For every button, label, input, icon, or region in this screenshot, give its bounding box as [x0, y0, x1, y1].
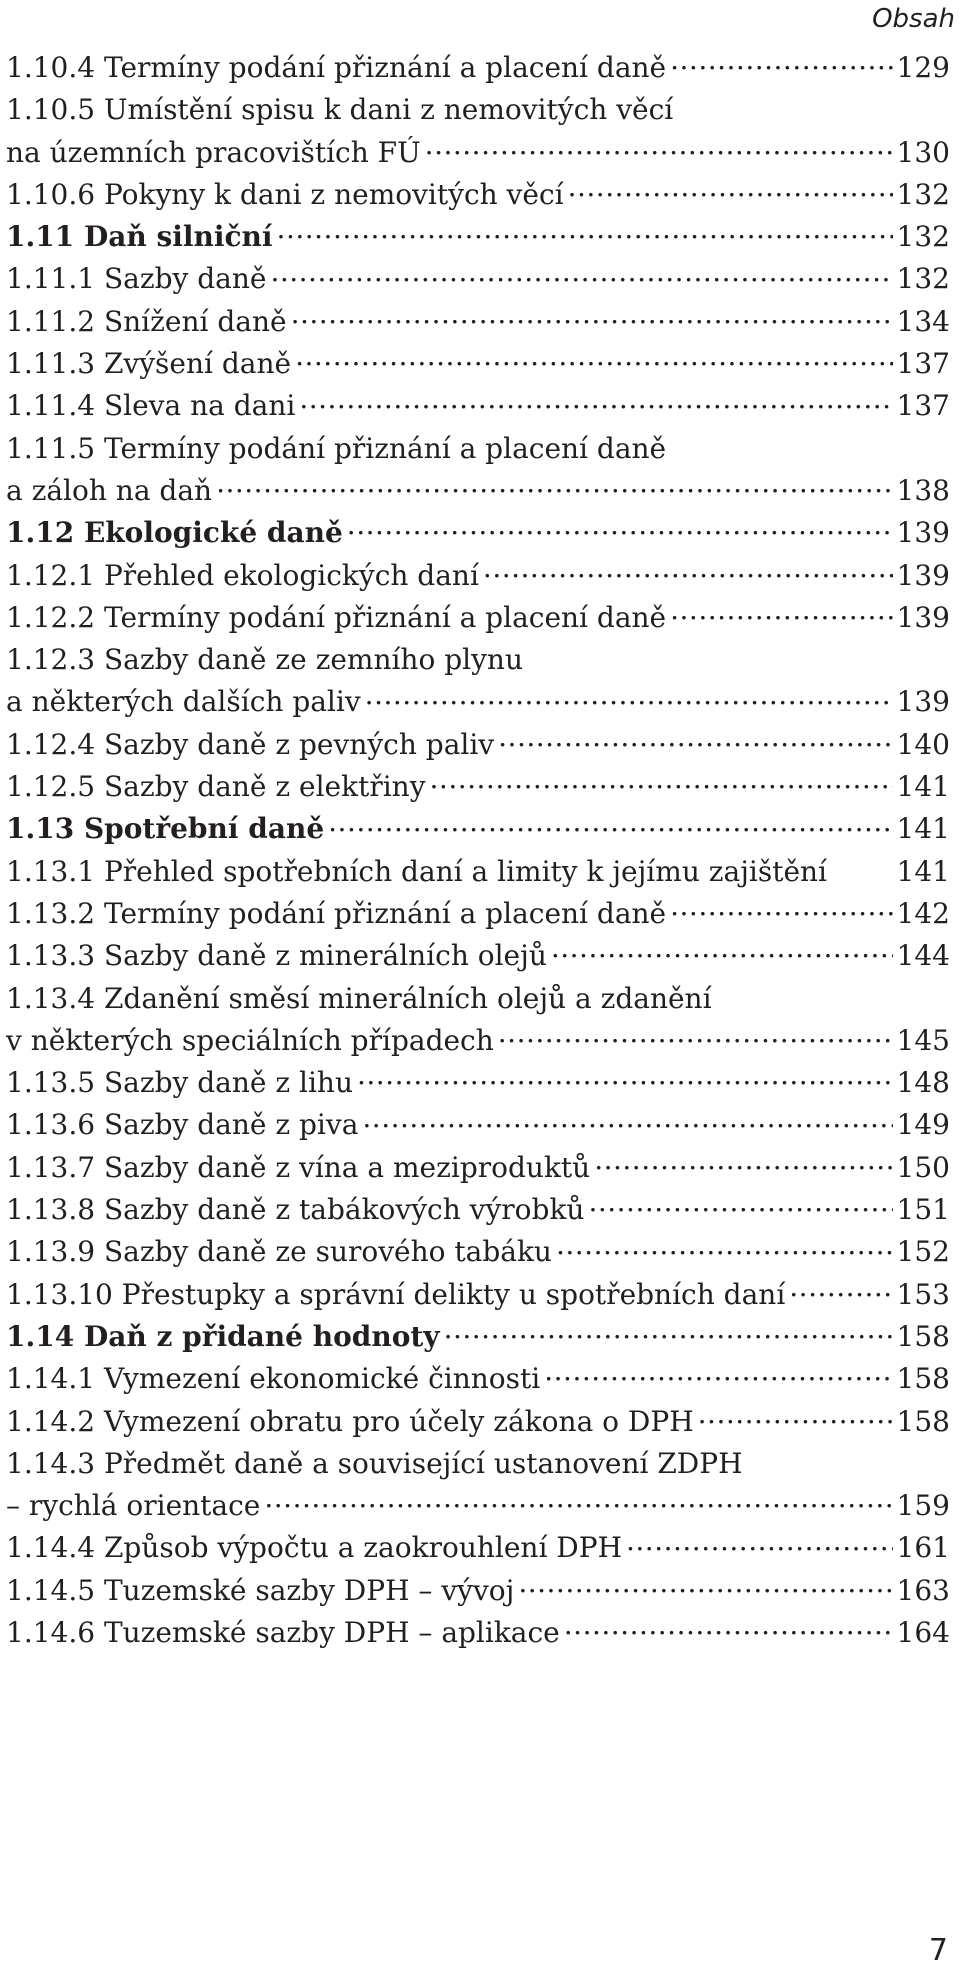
toc-entry-page: 142	[896, 896, 950, 930]
toc-entry	[6, 174, 950, 216]
toc-entry-label: 1.11.4 Sleva na dani	[6, 389, 296, 423]
toc-entry	[6, 1104, 950, 1146]
toc-entry-page: 137	[896, 389, 950, 423]
toc-entry	[6, 258, 950, 300]
toc-entry-label: 1.13.8 Sazby daně z tabákových výrobků	[6, 1193, 585, 1227]
toc-dot-leader	[277, 218, 893, 246]
toc-dot-leader	[362, 1106, 892, 1134]
toc-entry-page: 134	[896, 304, 950, 338]
toc-entry-label: 1.13.2 Termíny podání přiznání a placení daně	[6, 896, 667, 930]
toc-dot-leader	[430, 768, 893, 796]
toc-entry-page: 129	[896, 51, 950, 84]
toc-entry-label: – rychlá orientace	[6, 1489, 261, 1523]
toc-dot-leader	[518, 1572, 892, 1600]
toc-dot-leader	[698, 1403, 893, 1431]
toc-entry-page: 141	[896, 854, 950, 888]
toc-entry-label: 1.13.9 Sazby daně ze surového tabáku	[6, 1235, 552, 1269]
toc-dot-leader	[568, 176, 893, 204]
toc-entry-page: 153	[896, 1277, 950, 1311]
toc-entry	[6, 978, 950, 1020]
toc-entry-page: 151	[896, 1193, 950, 1227]
toc-dot-leader	[594, 1149, 892, 1177]
toc-entry-page: 148	[896, 1066, 950, 1100]
toc-dot-leader	[564, 1614, 893, 1642]
page-number: 7	[928, 1933, 948, 1968]
toc-entry-page: 139	[896, 558, 950, 592]
toc-entry	[6, 1231, 950, 1273]
toc-entry	[6, 851, 950, 893]
toc-dot-leader	[670, 49, 892, 77]
toc-dot-leader	[544, 1360, 892, 1388]
toc-entry	[6, 1527, 950, 1569]
toc-entry	[6, 1147, 950, 1189]
toc-entry-page: 158	[896, 1404, 950, 1438]
toc-entry	[6, 1062, 950, 1104]
toc-entry-label: 1.11.1 Sazby daně	[6, 262, 267, 296]
toc-entry	[6, 428, 950, 470]
toc-dot-leader	[425, 134, 893, 162]
toc-entry-page: 144	[896, 939, 950, 973]
toc-entry-label: 1.12.1 Přehled ekologických daní	[6, 558, 479, 592]
toc-dot-leader	[357, 1064, 893, 1092]
toc-dot-leader	[588, 1191, 892, 1219]
toc-dot-leader	[299, 387, 892, 415]
toc-entry	[6, 301, 950, 343]
toc-entry-label: 1.14.4 Způsob výpočtu a zaokrouhlení DPH	[6, 1531, 622, 1565]
toc-entry-label: 1.14.1 Vymezení ekonomické činnosti	[6, 1362, 541, 1396]
toc-entry	[6, 1274, 950, 1316]
toc-entry	[6, 808, 950, 850]
toc-entry-page: 139	[896, 600, 950, 634]
toc-entry-label: 1.11.5 Termíny podání přiznání a placení daně	[6, 431, 667, 465]
toc-entry	[6, 47, 950, 89]
toc-entry	[6, 470, 950, 512]
toc-dot-leader	[556, 1233, 893, 1261]
toc-entry	[6, 1485, 950, 1527]
toc-entry-label: 1.11.3 Zvýšení daně	[6, 347, 292, 381]
toc-entry	[6, 724, 950, 766]
toc-entry	[6, 1443, 950, 1485]
toc-dot-leader	[291, 303, 893, 331]
toc-entry-page: 163	[896, 1573, 950, 1607]
toc-dot-leader	[295, 345, 892, 373]
toc-entry-page: 132	[896, 177, 950, 211]
toc-entry	[6, 935, 950, 977]
toc-entry	[6, 1612, 950, 1654]
toc-entry	[6, 216, 950, 258]
toc-entry-page: 159	[896, 1489, 950, 1523]
toc-entry-label: 1.14.3 Předmět daně a související ustanovení ZDPH	[6, 1446, 743, 1480]
toc-entry-label: 1.13.10 Přestupky a správní delikty u spotřebních daní	[6, 1277, 786, 1311]
toc-entry-page: 130	[896, 135, 950, 169]
toc-dot-leader	[270, 260, 892, 288]
toc-entry-label: 1.13.1 Přehled spotřebních daní a limity k jejímu zajištění	[6, 854, 828, 888]
toc-entry-label: 1.10.4 Termíny podání přiznání a placení daně	[6, 51, 667, 84]
toc-entry-page: 145	[896, 1023, 950, 1057]
toc-entry-label: 1.14.2 Vymezení obratu pro účely zákona o DPH	[6, 1404, 694, 1438]
toc-entry	[6, 89, 950, 131]
toc-dot-leader	[264, 1487, 892, 1515]
toc-entry	[6, 1358, 950, 1400]
toc-dot-leader	[328, 810, 892, 838]
toc-entry	[6, 681, 950, 723]
toc-dot-leader	[551, 937, 893, 965]
toc-entry-page: 158	[896, 1319, 950, 1353]
toc-entry-page: 132	[896, 262, 950, 296]
toc-entry-label: 1.12.3 Sazby daně ze zemního plynu	[6, 643, 523, 677]
toc-entry	[6, 639, 950, 681]
toc-entry-label: 1.12.2 Termíny podání přiznání a placení daně	[6, 600, 667, 634]
toc-entry-page: 139	[896, 516, 950, 550]
toc-entry	[6, 1316, 950, 1358]
toc-entry-label: 1.13.5 Sazby daně z lihu	[6, 1066, 353, 1100]
toc-entry	[6, 343, 950, 385]
toc-entry	[6, 1189, 950, 1231]
toc-entry-label: na územních pracovištích FÚ	[6, 135, 421, 169]
toc-entry-page: 149	[896, 1108, 950, 1142]
toc-entry-page: 141	[896, 770, 950, 804]
toc-entry-page: 140	[896, 727, 950, 761]
toc-dot-leader	[216, 472, 892, 500]
toc-dot-leader	[498, 726, 892, 754]
toc-dot-leader	[789, 1276, 892, 1304]
toc-entry	[6, 132, 950, 174]
toc-entry	[6, 555, 950, 597]
toc-dot-leader	[365, 683, 893, 711]
toc-entry-page: 132	[896, 220, 950, 254]
toc-entry-page: 139	[896, 685, 950, 719]
toc-entry	[6, 385, 950, 427]
toc-dot-leader	[444, 1318, 893, 1346]
toc-entry-label: 1.12 Ekologické daně	[6, 516, 343, 550]
toc-entry	[6, 766, 950, 808]
table-of-contents	[6, 47, 950, 1654]
toc-entry	[6, 1401, 950, 1443]
toc-entry-label: a záloh na daň	[6, 473, 213, 507]
toc-entry-page: 161	[896, 1531, 950, 1565]
toc-entry-page: 158	[896, 1362, 950, 1396]
toc-entry	[6, 893, 950, 935]
toc-entry-label: 1.13.4 Zdanění směsí minerálních olejů a zdanění	[6, 981, 712, 1015]
toc-entry-label: 1.11.2 Snížení daně	[6, 304, 287, 338]
toc-entry-label: 1.14 Daň z přidané hodnoty	[6, 1319, 440, 1353]
toc-entry-label: 1.14.5 Tuzemské sazby DPH – vývoj	[6, 1573, 515, 1607]
toc-entry-page: 164	[896, 1615, 950, 1649]
toc-entry	[6, 1570, 950, 1612]
toc-entry-page: 137	[896, 347, 950, 381]
toc-entry-label: 1.14.6 Tuzemské sazby DPH – aplikace	[6, 1615, 560, 1649]
toc-entry-label: 1.13 Spotřební daně	[6, 812, 325, 846]
toc-entry-label: 1.11 Daň silniční	[6, 220, 273, 254]
toc-entry-page: 150	[896, 1150, 950, 1184]
toc-entry-label: 1.13.3 Sazby daně z minerálních olejů	[6, 939, 547, 973]
toc-dot-leader	[483, 557, 893, 585]
toc-entry-page: 141	[896, 812, 950, 846]
toc-dot-leader	[626, 1529, 893, 1557]
toc-entry-label: 1.13.7 Sazby daně z vína a meziproduktů	[6, 1150, 591, 1184]
toc-entry	[6, 512, 950, 554]
toc-entry-label: 1.10.6 Pokyny k dani z nemovitých věcí	[6, 177, 564, 211]
toc-entry	[6, 597, 950, 639]
toc-entry-label: 1.12.4 Sazby daně z pevných paliv	[6, 727, 495, 761]
toc-dot-leader	[670, 895, 892, 923]
toc-entry-label: 1.10.5 Umístění spisu k dani z nemovitých věcí	[6, 93, 674, 127]
toc-entry-label: v některých speciálních případech	[6, 1023, 494, 1057]
toc-dot-leader	[498, 1022, 893, 1050]
section-header: Obsah	[872, 4, 955, 34]
toc-entry-page: 152	[896, 1235, 950, 1269]
toc-entry-label: a některých dalších paliv	[6, 685, 361, 719]
toc-entry-page: 138	[896, 473, 950, 507]
toc-entry-label: 1.13.6 Sazby daně z piva	[6, 1108, 359, 1142]
toc-entry-label: 1.12.5 Sazby daně z elektřiny	[6, 770, 426, 804]
toc-entry	[6, 1020, 950, 1062]
toc-dot-leader	[670, 599, 892, 627]
toc-dot-leader	[347, 514, 893, 542]
